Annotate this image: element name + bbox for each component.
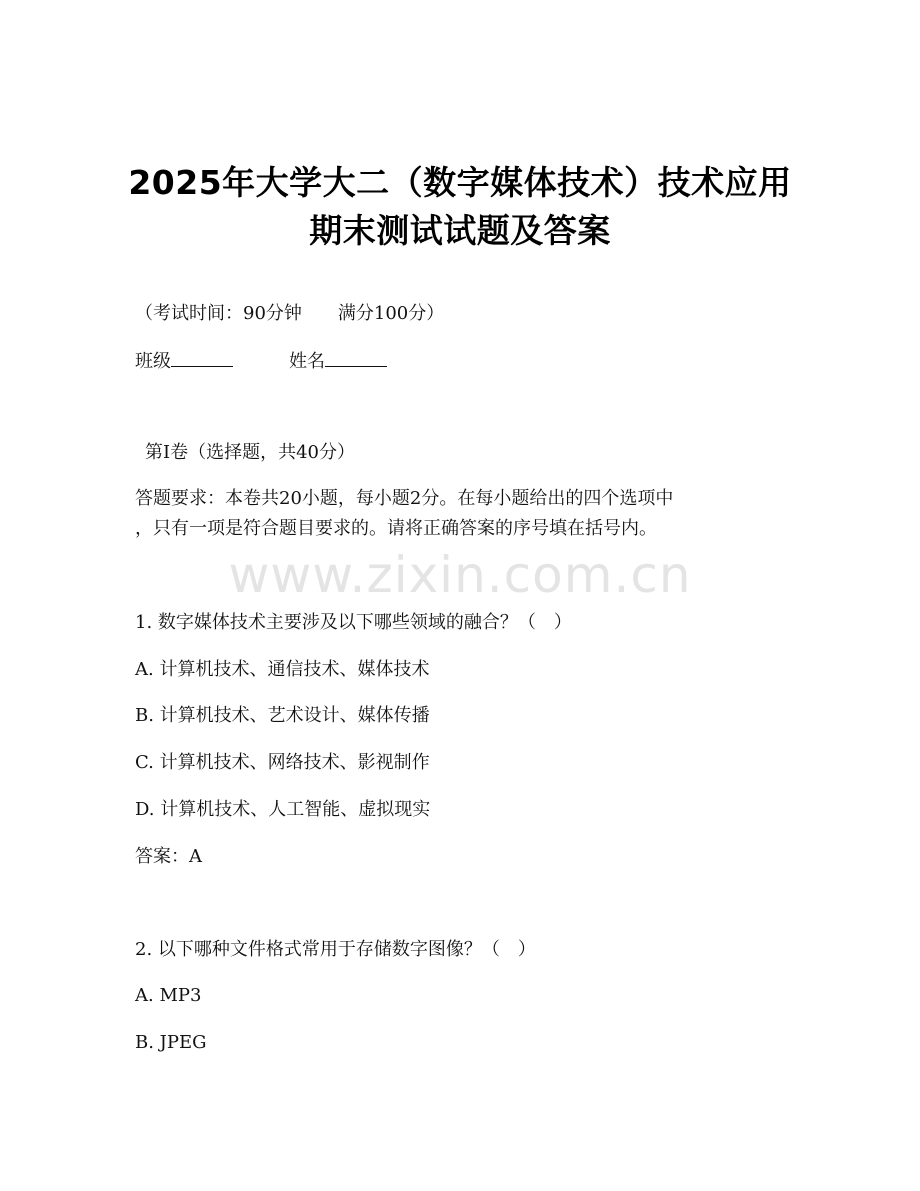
class-label: 班级	[135, 351, 171, 372]
watermark: www.zixin.com.cn	[228, 546, 692, 604]
exam-info: （考试时间：90分钟 满分100分）	[135, 303, 445, 324]
question-2-stem: 2. 以下哪种文件格式常用于存储数字图像？（ ）	[135, 939, 536, 960]
question-2-option-a: A. MP3	[135, 985, 202, 1006]
name-label: 姓名	[289, 351, 325, 372]
document-title-line-2: 期末测试试题及答案	[309, 211, 611, 250]
section-title: 第Ⅰ卷（选择题，共40分）	[145, 442, 356, 463]
document-title-line-1: 2025年大学大二（数字媒体技术）技术应用	[128, 163, 792, 202]
question-1-option-b: B. 计算机技术、艺术设计、媒体传播	[135, 705, 430, 726]
class-name-row	[135, 350, 387, 374]
name-blank	[325, 352, 387, 367]
question-1-answer: 答案：A	[135, 846, 202, 867]
instructions-line-1: 答题要求：本卷共20小题，每小题2分。在每小题给出的四个选项中	[135, 488, 674, 509]
question-2-option-b: B. JPEG	[135, 1032, 207, 1053]
question-1-option-c: C. 计算机技术、网络技术、影视制作	[135, 752, 430, 773]
question-1-stem: 1. 数字媒体技术主要涉及以下哪些领域的融合？（ ）	[135, 612, 572, 633]
question-1-option-d: D. 计算机技术、人工智能、虚拟现实	[135, 799, 431, 820]
instructions-line-2: ，只有一项是符合题目要求的。请将正确答案的序号填在括号内。	[135, 518, 657, 539]
question-1-option-a: A. 计算机技术、通信技术、媒体技术	[135, 659, 430, 680]
class-blank	[171, 352, 233, 367]
